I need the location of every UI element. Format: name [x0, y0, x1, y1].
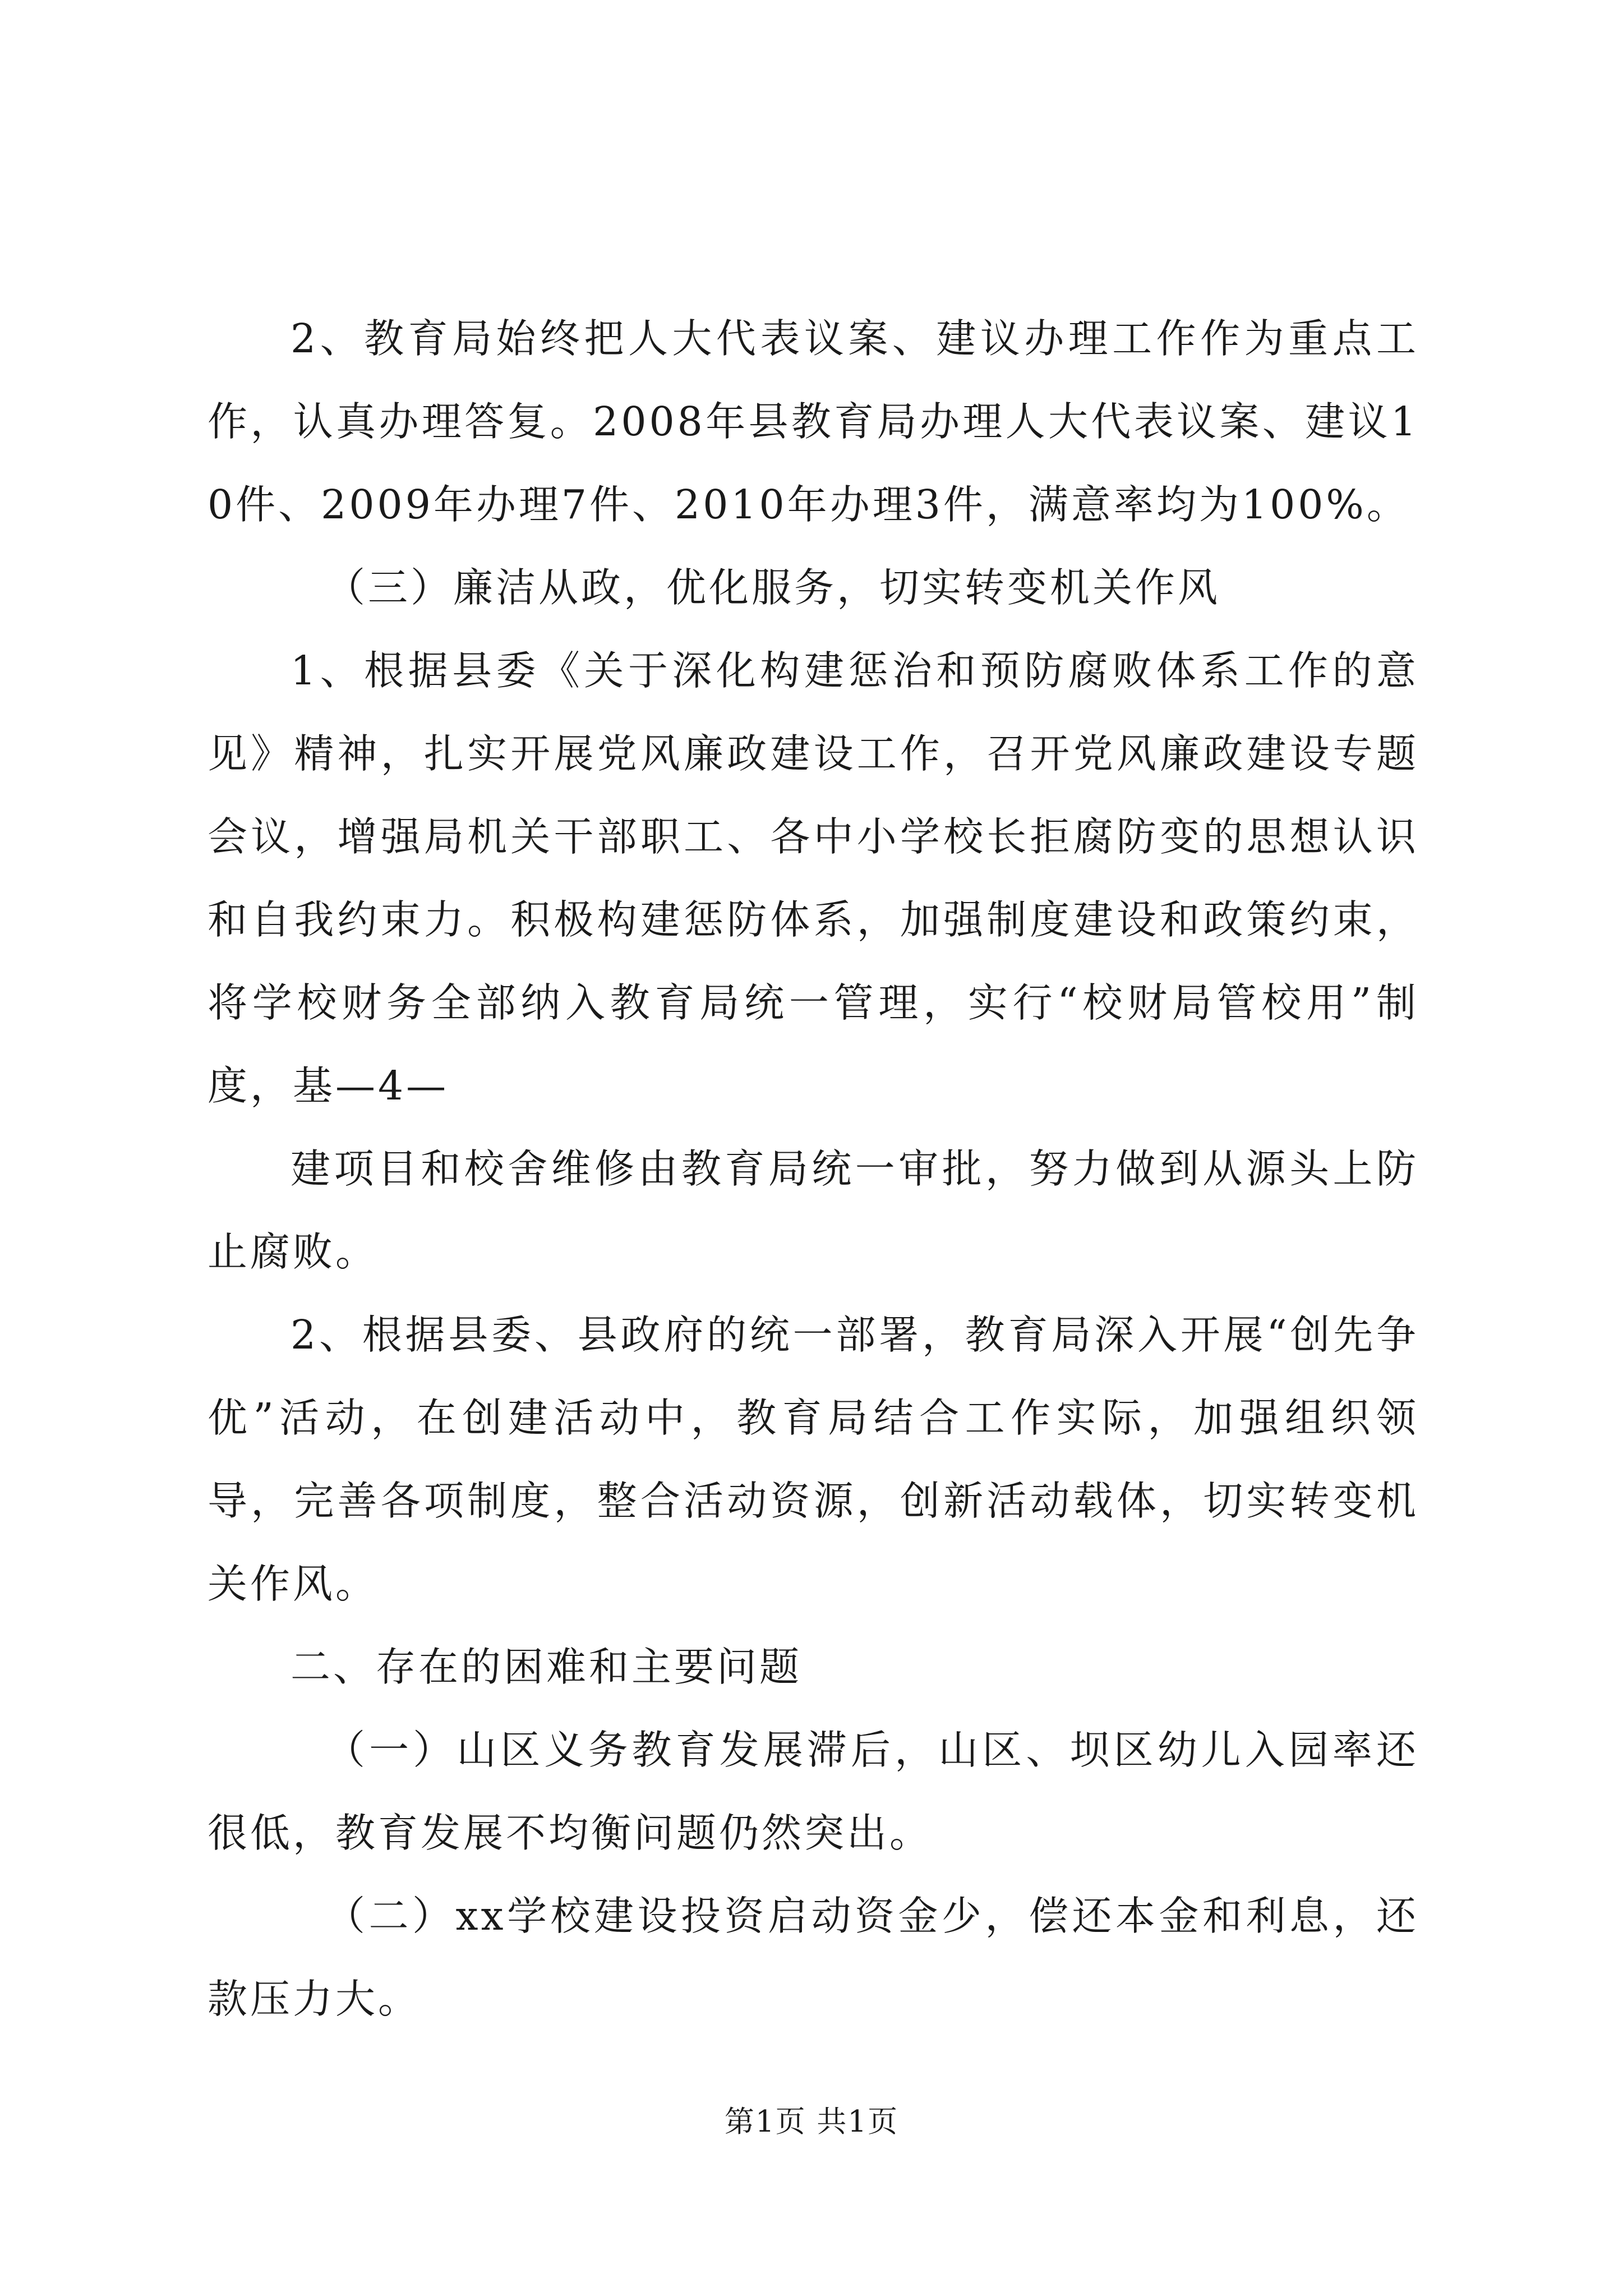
- section-heading-problems: 二、存在的困难和主要问题: [291, 1644, 803, 1690]
- page-number-footer: 第1页 共1页: [724, 2105, 899, 2139]
- paragraph-construction-approval: 建项目和校舍维修由教育局统一审批，努力做到从源头上防止腐败。: [208, 1145, 1419, 1275]
- section-heading-integrity: （三）廉洁从政，优化服务，切实转变机关作风: [325, 564, 1221, 611]
- paragraph-excellence-campaign: 2、根据县委、县政府的统一部署，教育局深入开展“创先争优”活动，在创建活动中，教育局结合工作实际，加强组织领导，完善各项制度，整合活动资源，创新活动载体，切实转变机关作风。: [208, 1312, 1419, 1607]
- paragraph-proposals: 2、教育局始终把人大代表议案、建议办理工作作为重点工作，认真办理答复。2008年县教育局办理人大代表议案、建议10件、2009年办理7件、2010年办理3件，满意率均为100%。: [208, 315, 1419, 528]
- paragraph-problem-1: （一）山区义务教育发展滞后，山区、坝区幼儿入园率还很低，教育发展不均衡问题仍然突出。: [208, 1727, 1419, 1856]
- paragraph-problem-2: （二）xx学校建设投资启动资金少，偿还本金和利息，还款压力大。: [208, 1893, 1419, 2022]
- document-body: [208, 297, 1419, 2041]
- paragraph-anti-corruption: 1、根据县委《关于深化构建惩治和预防腐败体系工作的意见》精神，扎实开展党风廉政建设工作，召开党风廉政建设专题会议，增强局机关干部职工、各中小学校长拒腐防变的思想认识和自我约束力。积极构建惩防体系，加强制度建设和政策约束，将学校财务全部纳入教育局统一管理，实行“校财局管校用”制度，基—4—: [208, 647, 1419, 1109]
